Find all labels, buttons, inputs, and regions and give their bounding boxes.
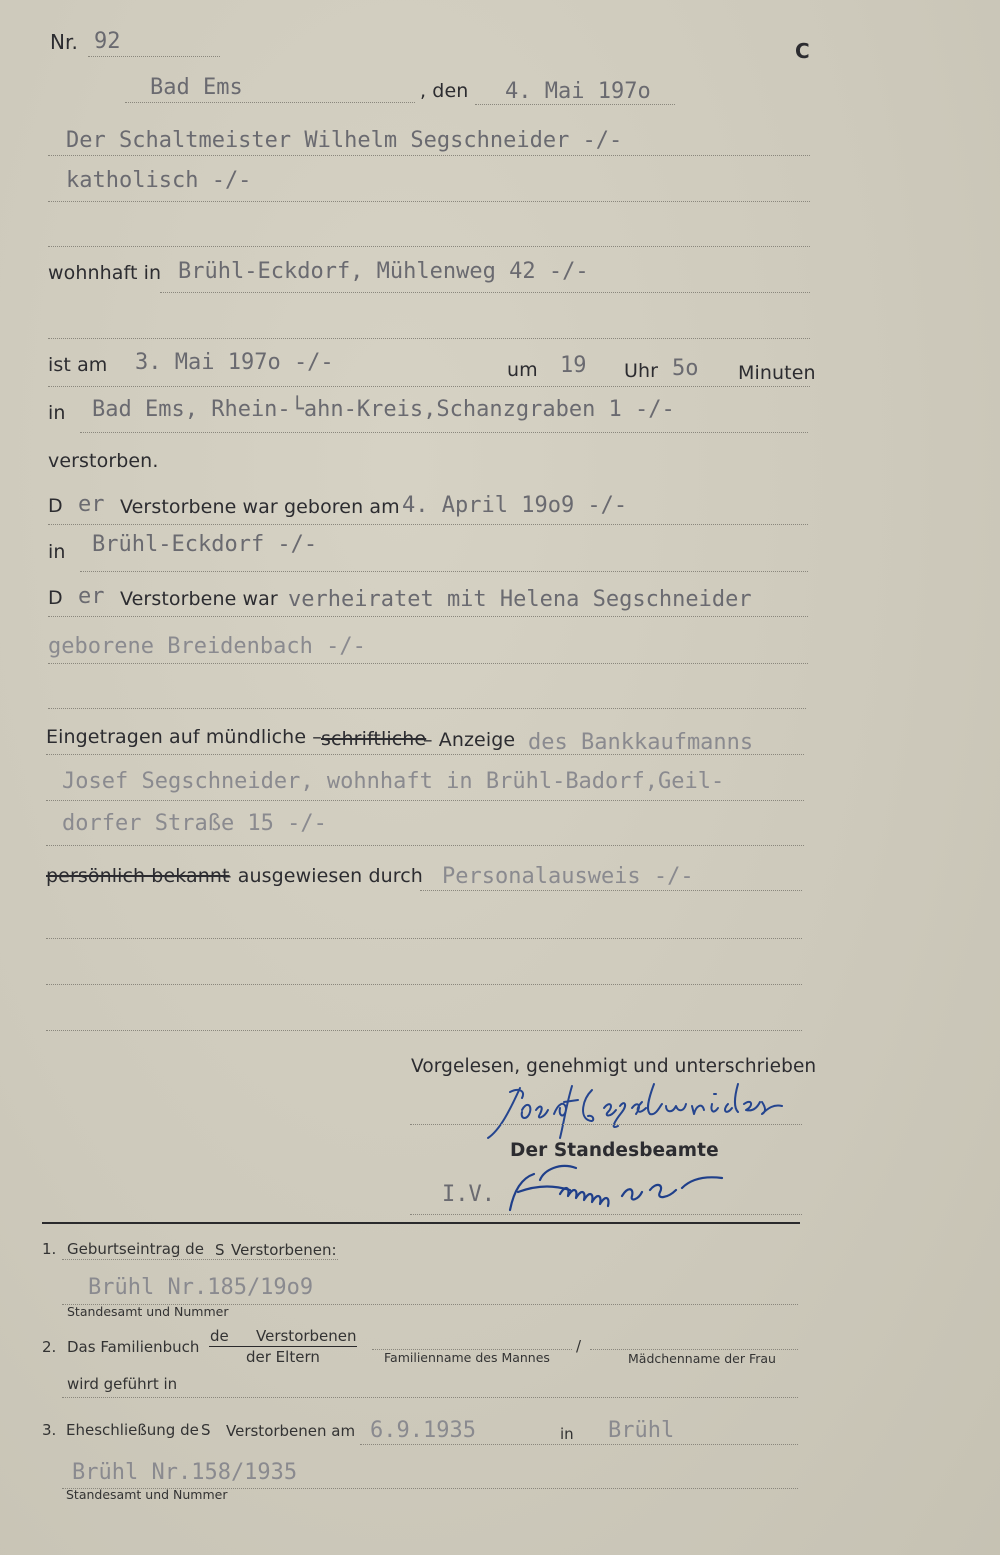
note3-value: Brühl Nr.158/1935 (72, 1460, 298, 1485)
wohnhaft-value: Brühl-Eckdorf, Mühlenweg 42 -/- (178, 259, 589, 284)
note1-label: Geburtseintrag de (67, 1240, 204, 1258)
verstorben-label: verstorben. (48, 450, 159, 472)
marital-value-1: verheiratet mit Helena Segschneider (288, 587, 752, 612)
note3-label: Eheschließung de (66, 1421, 199, 1439)
wohnhaft-dotted-line (160, 292, 810, 293)
corner-letter: C (795, 39, 810, 63)
birth-place-dotted-line (80, 571, 808, 572)
marital-dotted-line-1 (48, 616, 808, 617)
nr-dotted-line (88, 56, 220, 57)
note1-dotted-line-1 (62, 1259, 338, 1260)
note2-eltern: der Eltern (246, 1348, 320, 1366)
nr-label: Nr. (50, 30, 79, 54)
note3-s: S (201, 1421, 211, 1439)
id-struck-label: persönlich bekannt (46, 865, 230, 887)
birth-d-label: D (48, 495, 63, 517)
note1-caption: Standesamt und Nummer (67, 1304, 229, 1319)
uhr-label: Uhr (624, 360, 659, 382)
report-dotted-line-2 (46, 800, 804, 801)
person-line-1: Der Schaltmeister Wilhelm Segschneider -/- (66, 128, 623, 153)
note2-verstorbenen: Verstorbenen (256, 1327, 357, 1345)
note2-fraction-line (209, 1346, 357, 1347)
blank-dotted-line-4 (46, 984, 802, 985)
note2-number: 2. (42, 1338, 57, 1356)
marital-d-label: D (48, 587, 63, 609)
note3-number: 3. (42, 1421, 57, 1439)
um-label: um (507, 359, 538, 381)
note2-label: Das Familienbuch (67, 1338, 200, 1356)
person-dotted-line-3 (48, 246, 810, 247)
death-date-dotted-line (48, 386, 810, 387)
signature-dotted-line-2 (410, 1214, 802, 1215)
person-line-2: katholisch -/- (66, 168, 252, 193)
note3-dotted-line-1 (360, 1444, 798, 1445)
report-label-a: Eingetragen auf mündliche – (46, 726, 322, 748)
den-label: , den (420, 80, 469, 102)
blank-dotted-line-3 (46, 938, 802, 939)
note2-slash: / (576, 1337, 582, 1355)
birth-date-dotted-line (48, 524, 808, 525)
blank-dotted-line-2 (48, 708, 806, 709)
id-dotted-line (420, 890, 802, 891)
note2-caption-husband: Familienname des Mannes (384, 1350, 550, 1365)
marital-er-typed: er (78, 584, 105, 609)
marital-dotted-line-2 (48, 663, 808, 664)
read-approved-label: Vorgelesen, genehmigt und unterschrieben (411, 1056, 817, 1077)
note2-caption-wife: Mädchenname der Frau (628, 1351, 776, 1366)
marital-value-2: geborene Breidenbach -/- (48, 634, 366, 659)
report-value-1: des Bankkaufmanns (528, 730, 754, 755)
note1-number: 1. (42, 1240, 57, 1258)
id-value: Personalausweis -/- (442, 864, 694, 889)
note3-date: 6.9.1935 (370, 1418, 476, 1443)
report-value-3: dorfer Straße 15 -/- (62, 811, 327, 836)
note2-label2: wird geführt in (67, 1375, 178, 1393)
informant-signature (480, 1080, 810, 1148)
death-place-dotted-line (80, 432, 808, 433)
birth-place: Brühl-Eckdorf -/- (92, 532, 318, 557)
death-hour: 19 (560, 353, 587, 378)
death-minutes: 5o (672, 356, 699, 381)
note3-label2: Verstorbenen am (226, 1422, 356, 1440)
minuten-label: Minuten (738, 362, 816, 384)
nr-value: 92 (94, 29, 121, 54)
date-value: 4. Mai 197o (505, 79, 651, 104)
death-date: 3. Mai 197o -/- (135, 350, 334, 375)
place-dotted-line (125, 102, 415, 103)
note2-de: de (210, 1327, 229, 1345)
registrar-signature (500, 1150, 740, 1220)
birth-er-typed: er (78, 492, 105, 517)
death-in-label: in (48, 402, 66, 424)
id-label: – ausgewiesen durch (222, 865, 423, 887)
report-label-b: – Anzeige (423, 729, 516, 751)
note3-place: Brühl (608, 1418, 675, 1443)
blank-dotted-line-5 (46, 1030, 802, 1031)
ist-am-label: ist am (48, 354, 108, 376)
note3-caption: Standesamt und Nummer (66, 1487, 228, 1502)
wohnhaft-label: wohnhaft in (48, 262, 162, 284)
person-dotted-line-1 (48, 155, 810, 156)
signature-dotted-line-1 (410, 1124, 802, 1125)
birth-label: Verstorbene war geboren am (120, 496, 400, 518)
section-separator (42, 1222, 800, 1224)
report-label-struck: schriftliche (321, 728, 427, 750)
report-dotted-line-3 (46, 845, 804, 846)
note1-s: S (215, 1241, 225, 1259)
note1-label2: Verstorbenen: (231, 1241, 337, 1259)
note2-husband-dotted-line (372, 1349, 572, 1350)
note2-dotted-line (62, 1397, 798, 1398)
report-value-2: Josef Segschneider, wohnhaft in Brühl-Badorf,Geil- (62, 769, 725, 794)
note3-in: in (560, 1425, 574, 1443)
blank-dotted-line-1 (48, 338, 810, 339)
note1-value: Brühl Nr.185/19o9 (88, 1275, 314, 1300)
marital-label: Verstorbene war (120, 588, 278, 610)
note2-wife-dotted-line (590, 1349, 798, 1350)
person-dotted-line-2 (48, 201, 810, 202)
death-place: Bad Ems, Rhein-└ahn-Kreis,Schanzgraben 1 -/- (92, 397, 675, 422)
iv-label: I.V. (442, 1182, 495, 1207)
place-value: Bad Ems (150, 75, 243, 100)
registrar-label: Der Standesbeamte (510, 1140, 719, 1161)
birth-date: 4. April 19o9 -/- (402, 493, 628, 518)
date-dotted-line (475, 104, 675, 105)
report-dotted-line-1 (46, 754, 804, 755)
birth-in-label: in (48, 541, 66, 563)
